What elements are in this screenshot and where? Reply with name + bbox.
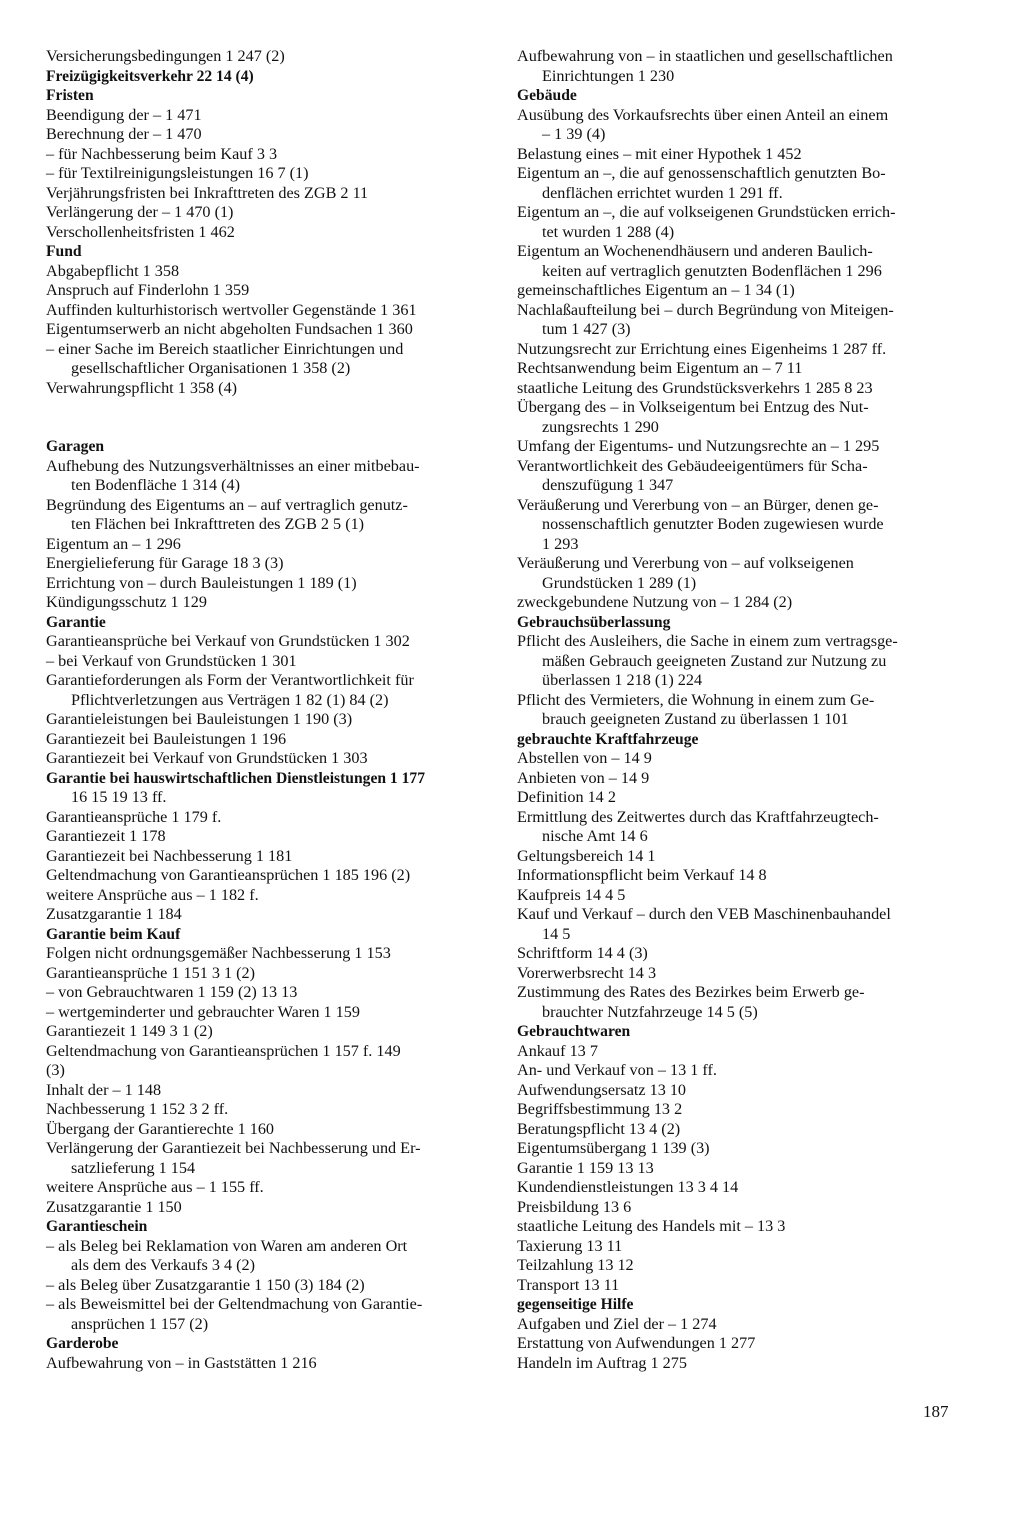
index-entry: Verantwortlichkeit des Gebäudeeigentümers für Scha- xyxy=(517,456,868,475)
index-entry: Rechtsanwendung beim Eigentum an – 7 11 xyxy=(517,359,803,377)
index-entry: Aufwendungsersatz 13 10 xyxy=(517,1080,687,1099)
index-entry: Aufbewahrung von – in Gaststätten 1 216 xyxy=(46,1353,317,1372)
index-entry: Garantieansprüche 1 179 f. xyxy=(46,807,222,826)
index-heading: Garantie bei hauswirtschaftlichen Dienstleistungen 1 177 xyxy=(46,769,426,787)
index-entry: überlassen 1 218 (1) 224 xyxy=(542,671,703,689)
index-entry: An- und Verkauf von – 13 1 ff. xyxy=(517,1061,717,1079)
index-entry: Energielieferung für Garage 18 3 (3) xyxy=(46,554,284,572)
index-entry: Informationspflicht beim Verkauf 14 8 xyxy=(517,866,767,884)
index-entry: Taxierung 13 11 xyxy=(517,1236,623,1255)
index-entry: 16 15 19 13 ff. xyxy=(71,788,167,806)
index-entry: Übergang der Garantierechte 1 160 xyxy=(46,1119,275,1138)
index-heading: Garagen xyxy=(46,438,105,455)
index-entry: Kundendienstleistungen 13 3 4 14 xyxy=(517,1178,739,1196)
index-entry: Eigentumserwerb an nicht abgeholten Fundsachen 1 360 xyxy=(46,320,413,338)
index-entry: Garantieleistungen bei Bauleistungen 1 190 (3) xyxy=(46,710,353,728)
index-entry: Geltendmachung von Garantieansprüchen 1 185 196 (2) xyxy=(46,866,411,884)
index-entry: satzlieferung 1 154 xyxy=(71,1158,196,1177)
index-entry: Schriftform 14 4 (3) xyxy=(517,944,648,962)
index-entry: tet wurden 1 288 (4) xyxy=(542,222,675,241)
index-entry: Ankauf 13 7 xyxy=(517,1041,598,1060)
index-entry: Ausübung des Vorkaufsrechts über einen Anteil an einem xyxy=(517,105,889,124)
index-entry: ten Bodenfläche 1 314 (4) xyxy=(71,476,241,494)
index-heading: Garantie beim Kauf xyxy=(46,925,181,943)
index-entry: Verlängerung der – 1 470 (1) xyxy=(46,203,234,221)
index-entry: Eigentumsübergang 1 139 (3) xyxy=(517,1139,710,1157)
index-entry: Zustimmung des Rates des Bezirkes beim Erwerb ge- xyxy=(517,983,865,1001)
index-entry: Definition 14 2 xyxy=(517,788,616,806)
index-entry: – von Gebrauchtwaren 1 159 (2) 13 13 xyxy=(46,983,298,1001)
index-entry: Geltungsbereich 14 1 xyxy=(517,846,656,865)
index-entry: Verjährungsfristen bei Inkrafttreten des ZGB 2 11 xyxy=(46,183,369,202)
index-entry: weitere Ansprüche aus – 1 155 ff. xyxy=(46,1178,264,1196)
index-entry: Teilzahlung 13 12 xyxy=(517,1256,634,1274)
index-entry: denflächen errichtet wurden 1 291 ff. xyxy=(542,183,783,202)
index-entry: Erstattung von Aufwendungen 1 277 xyxy=(517,1334,756,1352)
index-entry: Inhalt der – 1 148 xyxy=(46,1080,162,1099)
index-entry: Handeln im Auftrag 1 275 xyxy=(517,1353,687,1372)
index-entry: Belastung eines – mit einer Hypothek 1 452 xyxy=(517,144,802,163)
index-entry: Übergang des – in Volkseigentum bei Entzug des Nut- xyxy=(517,398,869,416)
index-entry: Pflicht des Ausleihers, die Sache in einem zum vertragsge- xyxy=(517,632,898,650)
index-entry: Aufhebung des Nutzungsverhältnisses an einer mitbebau- xyxy=(46,456,420,475)
index-entry: Preisbildung 13 6 xyxy=(517,1197,632,1216)
index-entry: Vorerwerbsrecht 14 3 xyxy=(517,963,657,982)
index-entry: Garantiezeit bei Nachbesserung 1 181 xyxy=(46,846,293,865)
index-entry: Verwahrungspflicht 1 358 (4) xyxy=(46,378,238,397)
index-entry: Garantiezeit bei Bauleistungen 1 196 xyxy=(46,729,287,748)
index-entry: Beratungspflicht 13 4 (2) xyxy=(517,1119,681,1138)
index-entry: – als Beleg über Zusatzgarantie 1 150 (3) 184 (2) xyxy=(46,1275,365,1294)
section-gap xyxy=(46,398,490,437)
index-entry: Verschollenheitsfristen 1 462 xyxy=(46,222,235,241)
index-entry: Kündigungsschutz 1 129 xyxy=(46,593,207,611)
index-entry: Garantieansprüche bei Verkauf von Grundstücken 1 302 xyxy=(46,632,410,650)
index-entry: staatliche Leitung des Grundstücksverkehrs 1 285 8 23 xyxy=(517,378,873,397)
index-entry: keiten auf vertraglich genutzten Bodenflächen 1 296 xyxy=(542,261,882,280)
index-column-left xyxy=(46,47,490,1373)
index-column-right xyxy=(517,47,963,1373)
index-entry: Folgen nicht ordnungsgemäßer Nachbesserung 1 153 xyxy=(46,944,391,962)
index-entry: Eigentum an –, die auf volkseigenen Grundstücken errich- xyxy=(517,203,896,221)
index-heading: Fund xyxy=(46,243,82,260)
index-entry: – 1 39 (4) xyxy=(542,125,606,143)
index-heading: Garderobe xyxy=(46,1335,119,1352)
index-entry: Garantiezeit 1 149 3 1 (2) xyxy=(46,1022,213,1040)
index-entry: Begründung des Eigentums an – auf vertraglich genutz- xyxy=(46,495,408,514)
index-entry: Errichtung von – durch Bauleistungen 1 189 (1) xyxy=(46,573,357,592)
index-heading: Garantieschein xyxy=(46,1218,148,1235)
index-entry: Garantieansprüche 1 151 3 1 (2) xyxy=(46,963,256,982)
index-entry: ansprüchen 1 157 (2) xyxy=(71,1314,209,1333)
index-heading: gegenseitige Hilfe xyxy=(517,1296,634,1313)
index-entry: Zusatzgarantie 1 184 xyxy=(46,905,182,923)
index-entry: – bei Verkauf von Grundstücken 1 301 xyxy=(46,651,297,670)
index-entry: Auffinden kulturhistorisch wertvoller Gegenstände 1 361 xyxy=(46,300,417,319)
index-entry: – für Nachbesserung beim Kauf 3 3 xyxy=(46,144,278,163)
index-entry: Transport 13 11 xyxy=(517,1275,620,1294)
index-entry: Pflichtverletzungen aus Verträgen 1 82 (1) 84 (2) xyxy=(71,690,389,709)
index-entry: – als Beweismittel bei der Geltendmachung von Garantie- xyxy=(46,1295,423,1313)
index-entry: 14 5 xyxy=(542,924,571,943)
index-entry: (3) xyxy=(46,1061,65,1079)
index-entry: Aufbewahrung von – in staatlichen und gesellschaftlichen xyxy=(517,47,893,65)
index-entry: nossenschaftlich genutzter Boden zugewiesen wurde xyxy=(542,515,884,533)
index-entry: Einrichtungen 1 230 xyxy=(542,66,675,85)
index-entry: Anbieten von – 14 9 xyxy=(517,768,650,787)
index-entry: Pflicht des Vermieters, die Wohnung in einem zum Ge- xyxy=(517,690,875,709)
index-entry: Veräußerung und Vererbung von – an Bürger, denen ge- xyxy=(517,495,879,514)
index-entry: Garantiezeit 1 178 xyxy=(46,827,166,845)
index-entry: Eigentum an Wochenendhäusern und anderen Baulich- xyxy=(517,242,873,260)
index-entry: ten Flächen bei Inkrafttreten des ZGB 2 5 (1) xyxy=(71,515,365,533)
index-entry: – für Textilreinigungsleistungen 16 7 (1) xyxy=(46,164,309,182)
index-entry: brauchter Nutzfahrzeuge 14 5 (5) xyxy=(542,1002,758,1021)
index-entry: Aufgaben und Ziel der – 1 274 xyxy=(517,1314,717,1333)
index-entry: Abgabepflicht 1 358 xyxy=(46,261,180,280)
index-entry: Garantieforderungen als Form der Verantwortlichkeit für xyxy=(46,671,414,689)
index-entry: Eigentum an –, die auf genossenschaftlich genutzten Bo- xyxy=(517,164,886,182)
index-heading: Garantie xyxy=(46,613,106,631)
index-entry: Zusatzgarantie 1 150 xyxy=(46,1197,182,1216)
index-entry: als dem des Verkaufs 3 4 (2) xyxy=(71,1256,256,1274)
index-entry: Kauf und Verkauf – durch den VEB Maschinenbauhandel xyxy=(517,905,891,923)
index-entry: zungsrechts 1 290 xyxy=(542,417,659,436)
index-entry: denszufügung 1 347 xyxy=(542,476,674,494)
index-entry: Nachbesserung 1 152 3 2 ff. xyxy=(46,1100,229,1118)
index-entry: Garantie 1 159 13 13 xyxy=(517,1158,654,1177)
index-entry: Begriffsbestimmung 13 2 xyxy=(517,1100,683,1118)
index-entry: Garantiezeit bei Verkauf von Grundstücken 1 303 xyxy=(46,749,368,767)
index-heading: Gebrauchtwaren xyxy=(517,1023,631,1040)
index-entry: Nachlaßaufteilung bei – durch Begründung von Miteigen- xyxy=(517,300,894,319)
index-entry: Umfang der Eigentums- und Nutzungsrechte an – 1 295 xyxy=(517,437,880,455)
page-number: 187 xyxy=(923,1402,949,1421)
index-entry: Ermittlung des Zeitwertes durch das Kraftfahrzeugtech- xyxy=(517,807,879,826)
index-entry: weitere Ansprüche aus – 1 182 f. xyxy=(46,885,259,904)
index-entry: nische Amt 14 6 xyxy=(542,827,648,845)
index-heading: Fristen xyxy=(46,87,94,104)
index-entry: Verlängerung der Garantiezeit bei Nachbesserung und Er- xyxy=(46,1139,421,1157)
index-entry: zweckgebundene Nutzung von – 1 284 (2) xyxy=(517,593,793,611)
index-entry: – wertgeminderter und gebrauchter Waren 1 159 xyxy=(46,1002,360,1021)
index-entry: Berechnung der – 1 470 xyxy=(46,125,202,143)
index-entry: Beendigung der – 1 471 xyxy=(46,105,202,124)
index-entry: Eigentum an – 1 296 xyxy=(46,534,181,553)
index-heading: Gebrauchsüberlassung xyxy=(517,613,671,631)
index-heading: gebrauchte Kraftfahrzeuge xyxy=(517,730,699,748)
index-entry: – einer Sache im Bereich staatlicher Einrichtungen und xyxy=(46,339,404,358)
index-entry: Veräußerung und Vererbung von – auf volkseigenen xyxy=(517,554,854,572)
index-entry: Versicherungsbedingungen 1 247 (2) xyxy=(46,47,285,65)
index-entry: Anspruch auf Finderlohn 1 359 xyxy=(46,281,250,299)
index-entry: Geltendmachung von Garantieansprüchen 1 157 f. 149 xyxy=(46,1041,401,1060)
index-entry: Abstellen von – 14 9 xyxy=(517,749,652,767)
index-heading: Freizügigkeitsverkehr 22 14 (4) xyxy=(46,67,254,85)
index-heading: Gebäude xyxy=(517,87,577,104)
index-entry: Nutzungsrecht zur Errichtung eines Eigenheims 1 287 ff. xyxy=(517,339,887,358)
index-entry: Kaufpreis 14 4 5 xyxy=(517,885,626,904)
index-entry: tum 1 427 (3) xyxy=(542,320,631,338)
index-entry: brauch geeigneten Zustand zu überlassen 1 101 xyxy=(542,710,849,728)
index-entry: mäßen Gebrauch geeigneten Zustand zur Nutzung zu xyxy=(542,651,887,670)
index-entry: staatliche Leitung des Handels mit – 13 3 xyxy=(517,1217,786,1235)
index-entry: – als Beleg bei Reklamation von Waren am anderen Ort xyxy=(46,1236,408,1255)
index-entry: gesellschaftlicher Organisationen 1 358 (2) xyxy=(71,359,351,377)
index-entry: gemeinschaftliches Eigentum an – 1 34 (1) xyxy=(517,281,795,299)
index-entry: 1 293 xyxy=(542,534,579,553)
index-entry: Grundstücken 1 289 (1) xyxy=(542,573,697,592)
